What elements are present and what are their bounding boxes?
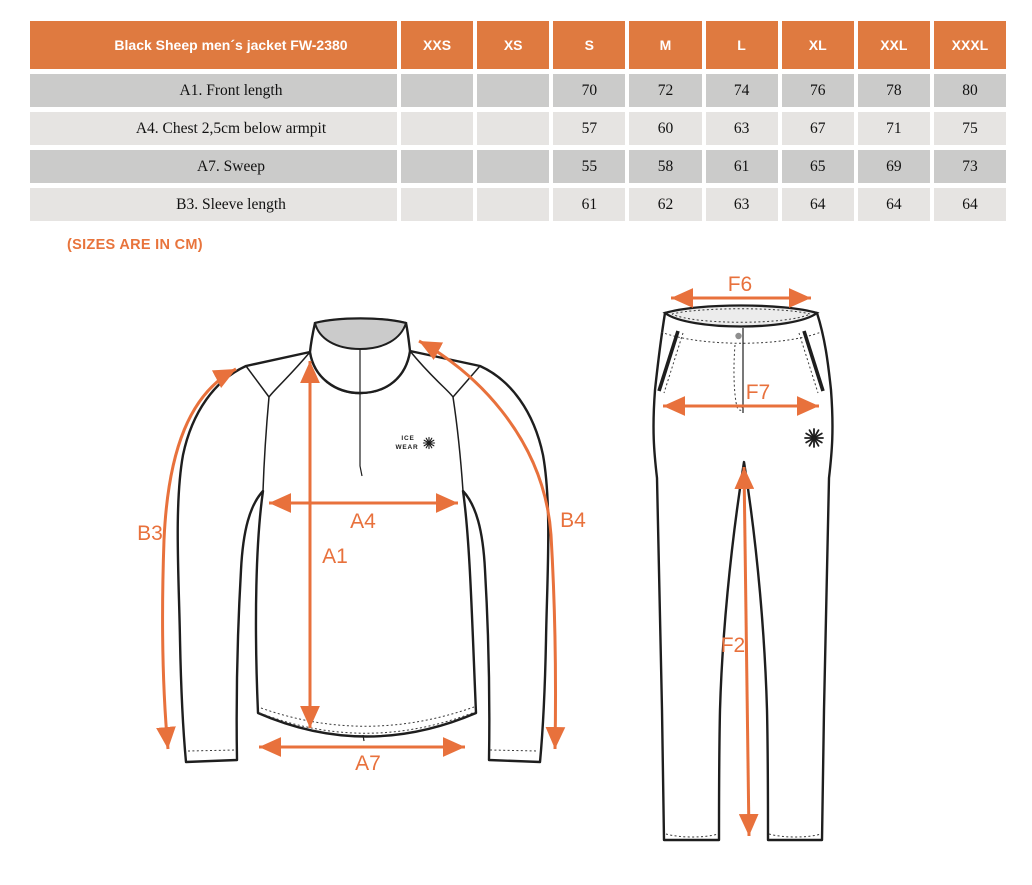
cell-value: 71 xyxy=(858,112,930,145)
cell-value: 73 xyxy=(934,150,1006,183)
b4-label: B4 xyxy=(560,509,586,532)
a4-label: A4 xyxy=(350,510,376,533)
row-label: B3. Sleeve length xyxy=(30,188,397,221)
a1-label: A1 xyxy=(322,545,348,568)
size-col-xl: XL xyxy=(782,21,854,69)
jacket-drawing xyxy=(137,319,586,776)
size-col-xxl: XXL xyxy=(858,21,930,69)
size-col-xxs: XXS xyxy=(401,21,473,69)
size-col-xxxl: XXXL xyxy=(934,21,1006,69)
size-col-l: L xyxy=(706,21,778,69)
cell-value: 63 xyxy=(706,112,778,145)
sizes-in-cm-note: (SIZES ARE IN CM) xyxy=(67,237,203,253)
row-label: A1. Front length xyxy=(30,74,397,107)
cell-value: 57 xyxy=(553,112,625,145)
cell-value: 78 xyxy=(858,74,930,107)
table-title: Black Sheep men´s jacket FW-2380 xyxy=(30,21,397,69)
cell-value: 76 xyxy=(782,74,854,107)
cell-value: 64 xyxy=(858,188,930,221)
icewear-logo-text-line1: ICE xyxy=(401,435,415,442)
cell-value: 61 xyxy=(553,188,625,221)
f2-label: F2 xyxy=(720,634,746,657)
jacket-outline xyxy=(178,351,549,762)
cell-value: 60 xyxy=(629,112,701,145)
cell-value: 72 xyxy=(629,74,701,107)
pants-drawing xyxy=(654,273,833,840)
cell-value: 75 xyxy=(934,112,1006,145)
cell-value: 69 xyxy=(858,150,930,183)
cell-value: 55 xyxy=(553,150,625,183)
cell-value: 64 xyxy=(782,188,854,221)
size-col-xs: XS xyxy=(477,21,549,69)
cell-value: 63 xyxy=(706,188,778,221)
cell-value: 62 xyxy=(629,188,701,221)
b3-label: B3 xyxy=(137,522,163,545)
size-col-m: M xyxy=(629,21,701,69)
f7-label: F7 xyxy=(745,381,771,404)
a7-label: A7 xyxy=(355,752,381,775)
cell-value: 61 xyxy=(706,150,778,183)
row-label: A7. Sweep xyxy=(30,150,397,183)
cell-value: 74 xyxy=(706,74,778,107)
icewear-logo-text-line2: WEAR xyxy=(395,444,419,451)
cell-value: 70 xyxy=(553,74,625,107)
cell-value: 64 xyxy=(934,188,1006,221)
f6-label: F6 xyxy=(727,273,753,296)
pants-button xyxy=(735,333,741,339)
size-col-s: S xyxy=(553,21,625,69)
cell-value: 65 xyxy=(782,150,854,183)
row-label: A4. Chest 2,5cm below armpit xyxy=(30,112,397,145)
cell-value: 67 xyxy=(782,112,854,145)
cell-value: 80 xyxy=(934,74,1006,107)
cell-value: 58 xyxy=(629,150,701,183)
